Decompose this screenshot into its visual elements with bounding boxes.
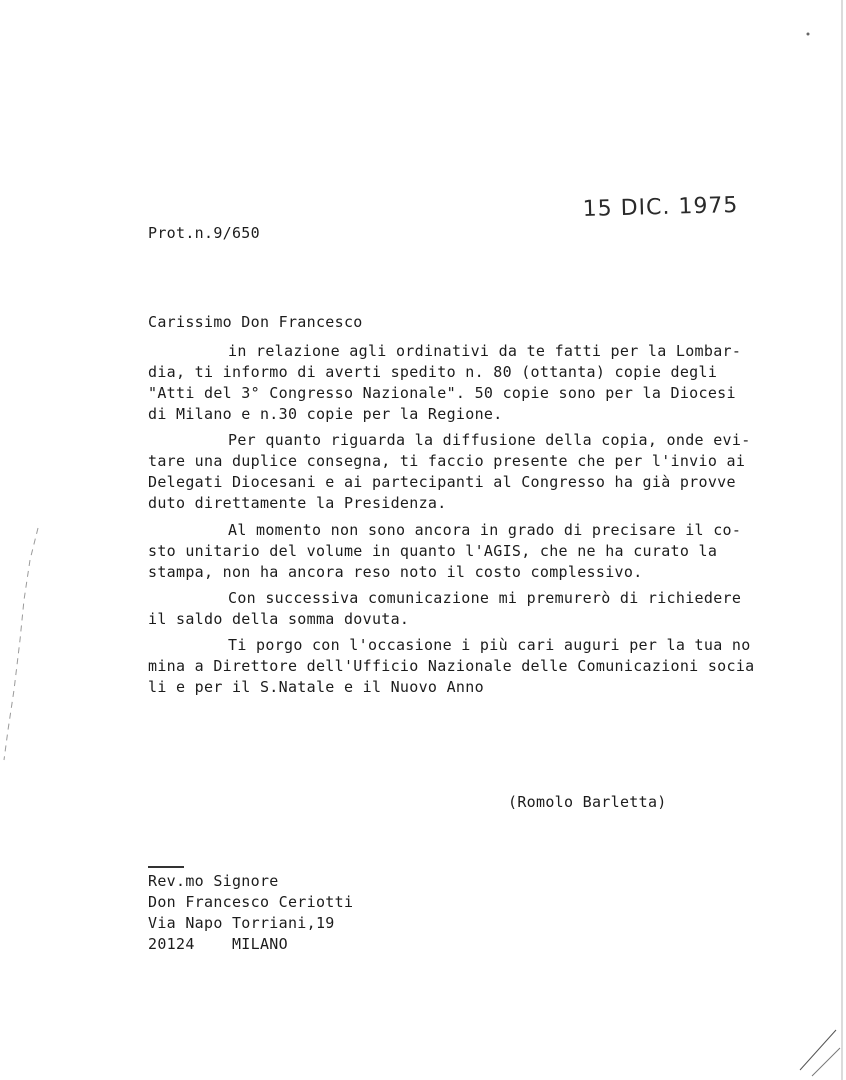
body-line: "Atti del 3° Congresso Nazionale". 50 copie sono per la Diocesi: [148, 384, 736, 402]
body-line: Con successiva comunicazione mi premurerò di richiedere: [228, 589, 742, 607]
body-line: duto direttamente la Presidenza.: [148, 494, 447, 512]
signature: (Romolo Barletta): [508, 793, 667, 811]
body-line: Delegati Diocesani e ai partecipanti al Congresso ha già provve: [148, 473, 736, 491]
body-line: in relazione agli ordinativi da te fatti per la Lombar-: [228, 342, 742, 360]
body-line: Per quanto riguarda la diffusione della copia, onde evi-: [228, 431, 751, 449]
body-line: tare una duplice consegna, ti faccio presente che per l'invio ai: [148, 452, 746, 470]
body-line: mina a Direttore dell'Ufficio Nazionale delle Comunicazioni socia: [148, 657, 755, 675]
recipient-line: 20124 MILANO: [148, 935, 288, 953]
body-line: sto unitario del volume in quanto l'AGIS, che ne ha curato la: [148, 542, 718, 560]
body-line: stampa, non ha ancora reso noto il costo complessivo.: [148, 563, 643, 581]
body-line: il saldo della somma dovuta.: [148, 610, 410, 628]
body-line: Al momento non sono ancora in grado di precisare il co-: [228, 521, 742, 539]
protocol-number: Prot.n.9/650: [148, 224, 260, 242]
salutation: Carissimo Don Francesco: [148, 313, 363, 331]
body-line: Ti porgo con l'occasione i più cari auguri per la tua no: [228, 636, 751, 654]
date-stamp: 15 DIC. 1975: [582, 192, 739, 222]
recipient-line: Via Napo Torriani,19: [148, 914, 335, 932]
body-line: li e per il S.Natale e il Nuovo Anno: [148, 678, 484, 696]
recipient-line: Rev.mo Signore: [148, 872, 279, 890]
body-line: di Milano e n.30 copie per la Regione.: [148, 405, 503, 423]
body-line: dia, ti informo di averti spedito n. 80 (ottanta) copie degli: [148, 363, 718, 381]
recipient-line: Don Francesco Ceriotti: [148, 893, 354, 911]
